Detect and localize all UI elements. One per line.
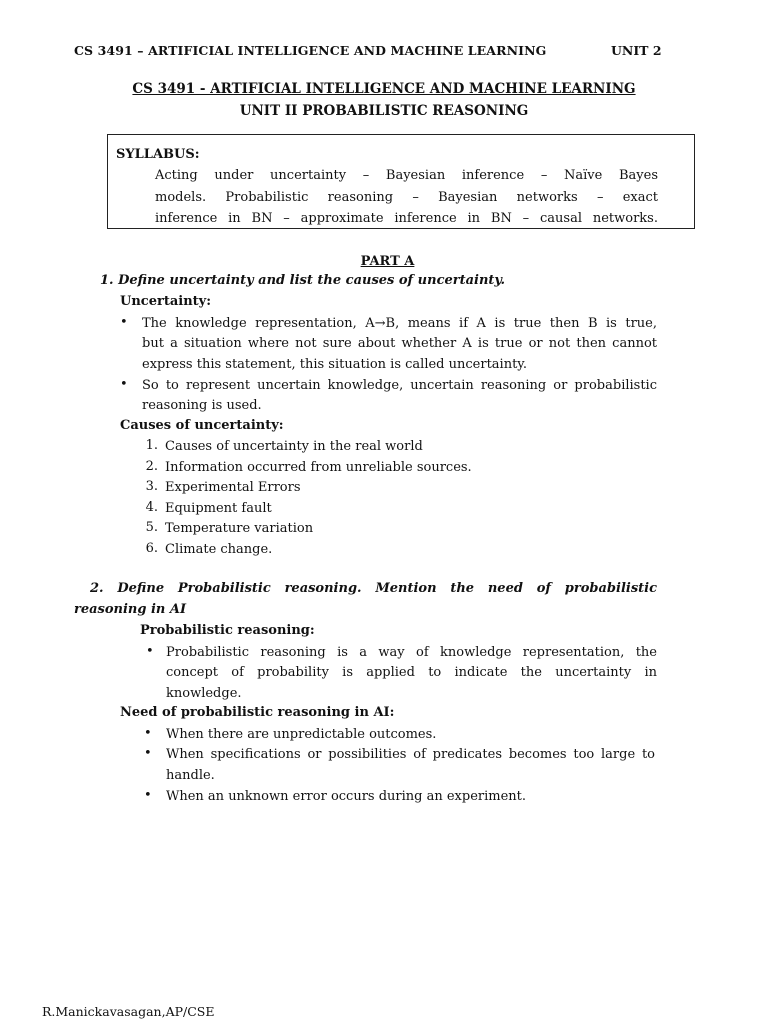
header-course: CS 3491 – ARTIFICIAL INTELLIGENCE AND MACHINE LEARNING <box>74 43 547 58</box>
list-number: 4. <box>145 500 158 515</box>
bullet-icon: • <box>146 644 154 659</box>
header-unit: UNIT 2 <box>611 43 662 58</box>
list-number: 3. <box>145 479 158 494</box>
bullet-icon: • <box>120 315 128 330</box>
list-item: Temperature variation <box>165 521 314 536</box>
need-label: Need of probabilistic reasoning in AI: <box>120 705 395 720</box>
question-1: 1. Define uncertainty and list the causes of uncertainty. <box>100 273 506 288</box>
causes-label: Causes of uncertainty: <box>120 418 284 433</box>
bullet-line: The knowledge representation, A→B, means if A is true then B is true, <box>142 316 657 331</box>
syllabus-box <box>107 134 695 229</box>
bullet-line: express this statement, this situation is called uncertainty. <box>142 357 528 372</box>
syllabus-line: inference in BN – approximate inference in BN – causal networks. <box>155 211 658 226</box>
bullet-line: So to represent uncertain knowledge, uncertain reasoning or probabilistic <box>142 378 657 393</box>
bullet-line: knowledge. <box>166 686 242 701</box>
list-number: 1. <box>145 438 158 453</box>
question-2-continued: reasoning in AI <box>74 602 187 617</box>
list-item: Information occurred from unreliable sources. <box>165 460 472 475</box>
syllabus-line: models. Probabilistic reasoning – Bayesian networks – exact <box>155 189 658 205</box>
bullet-icon: • <box>120 377 128 392</box>
uncertainty-label: Uncertainty: <box>120 294 211 309</box>
syllabus-text <box>155 165 658 230</box>
list-item: Causes of uncertainty in the real world <box>165 439 423 454</box>
footer-author: R.Manickavasagan,AP/CSE <box>42 1004 215 1019</box>
bullet-line: but a situation where not sure about whether A is true or not then cannot <box>142 336 657 351</box>
syllabus-line: Acting under uncertainty – Bayesian inference – Naïve Bayes <box>155 168 658 183</box>
list-item: Experimental Errors <box>165 480 301 495</box>
bullet-line: When an unknown error occurs during an experiment. <box>166 789 527 804</box>
bullet-line: When specifications or possibilities of predicates becomes too large to <box>166 747 655 762</box>
bullet-line: Probabilistic reasoning is a way of knowledge representation, the <box>166 645 657 660</box>
list-number: 6. <box>145 541 158 556</box>
list-item: Climate change. <box>165 542 273 557</box>
syllabus-label: SYLLABUS: <box>116 147 200 162</box>
bullet-icon: • <box>144 726 152 741</box>
bullet-line: reasoning is used. <box>142 398 262 413</box>
document-title: CS 3491 - ARTIFICIAL INTELLIGENCE AND MACHINE LEARNING <box>132 81 636 97</box>
bullet-icon: • <box>144 788 152 803</box>
question-2: 2. Define Probabilistic reasoning. Mention the need of probabilistic <box>90 581 657 596</box>
list-number: 2. <box>145 459 158 474</box>
part-a-heading: PART A <box>360 254 415 269</box>
bullet-line: handle. <box>166 768 215 783</box>
unit-title: UNIT II PROBABILISTIC REASONING <box>239 103 529 119</box>
list-item: Equipment fault <box>165 501 272 516</box>
probabilistic-reasoning-label: Probabilistic reasoning: <box>140 623 315 638</box>
bullet-icon: • <box>144 746 152 761</box>
list-number: 5. <box>145 520 158 535</box>
bullet-line: concept of probability is applied to indicate the uncertainty in <box>166 665 657 680</box>
bullet-line: When there are unpredictable outcomes. <box>166 727 437 742</box>
